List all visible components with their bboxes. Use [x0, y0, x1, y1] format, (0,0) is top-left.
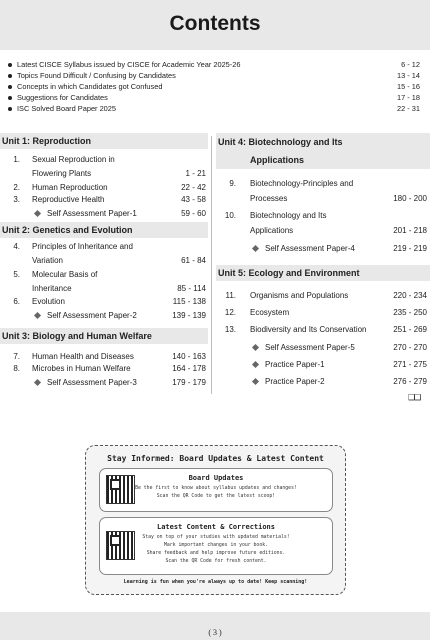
chapter-number: 1. — [13, 155, 20, 164]
chapter-title: Biodiversity and Its Conservation — [250, 325, 367, 334]
toc-entry-6[interactable] — [0, 294, 208, 309]
chapter-number: 12. — [224, 308, 236, 317]
bullet-icon — [8, 74, 12, 78]
chapter-pages: 251 - 269 — [393, 325, 427, 334]
unit-2-heading: Unit 2: Genetics and Evolution — [0, 222, 208, 238]
self-assessment-pages: 219 - 219 — [393, 244, 427, 253]
diamond-bullet-icon — [252, 245, 259, 252]
intro-item[interactable] — [0, 60, 430, 71]
chapter-title: Human Health and Diseases — [32, 352, 134, 361]
chapter-title: Microbes in Human Welfare — [32, 364, 131, 373]
chapter-title-cont: Applications — [250, 226, 294, 235]
practice-paper-pages: 276 - 279 — [393, 377, 427, 386]
toc-entry-9[interactable] — [216, 176, 430, 206]
intro-item[interactable] — [0, 71, 430, 82]
chapter-pages: 85 - 114 — [177, 284, 206, 293]
latest-content-line: Stay on top of your studies with updated materials! — [142, 535, 290, 540]
intro-item-label: Topics Found Difficult / Confusing by Candidates — [17, 71, 176, 80]
chapter-number: 13. — [224, 325, 236, 334]
board-updates-card — [99, 468, 333, 512]
self-assessment-label: Self Assessment Paper-1 — [47, 209, 137, 218]
chapter-title: Molecular Basis of — [32, 270, 98, 279]
unit-3-heading: Unit 3: Biology and Human Welfare — [0, 328, 208, 344]
chapter-title: Principles of Inheritance and — [32, 242, 133, 251]
latest-content-line: Scan the QR Code for fresh content. — [165, 559, 267, 564]
chapter-pages: 43 - 58 — [181, 195, 206, 204]
board-updates-heading: Board Updates — [188, 474, 244, 482]
intro-item-label: Suggestions for Candidates — [17, 93, 108, 102]
bullet-icon — [8, 85, 12, 89]
chapter-number: 7. — [13, 352, 20, 361]
practice-paper-1[interactable] — [216, 357, 430, 372]
intro-item-label: Latest CISCE Syllabus issued by CISCE for Academic Year 2025-26 — [17, 60, 241, 69]
chapter-title-cont: Inheritance — [32, 284, 72, 293]
chapter-title: Ecosystem — [250, 308, 290, 317]
board-updates-line: Scan the QR Code to get the latest scoop! — [156, 494, 276, 499]
chapter-number: 2. — [13, 183, 20, 192]
unit-5-heading: Unit 5: Ecology and Environment — [216, 265, 430, 281]
toc-entry-13[interactable] — [216, 322, 430, 337]
chapter-title: Biotechnology and Its — [250, 211, 327, 220]
toc-entry-12[interactable] — [216, 305, 430, 320]
latest-content-heading: Latest Content & Corrections — [156, 523, 275, 531]
practice-paper-label: Practice Paper-1 — [265, 360, 325, 369]
self-assessment-4[interactable] — [216, 241, 430, 256]
toc-entry-8[interactable] — [0, 361, 208, 376]
intro-item[interactable] — [0, 93, 430, 104]
self-assessment-label: Self Assessment Paper-4 — [265, 244, 355, 253]
diamond-bullet-icon — [34, 210, 41, 217]
intro-item-pages: 6 - 12 — [401, 60, 420, 69]
toc-entry-11[interactable] — [216, 288, 430, 303]
stay-informed-title: Stay Informed: Board Updates & Latest Content — [107, 454, 324, 463]
diamond-bullet-icon — [252, 344, 259, 351]
intro-item-pages: 13 - 14 — [396, 71, 420, 80]
board-updates-line: Be the first to know about syllabus updates and changes! — [135, 486, 297, 491]
chapter-pages: 201 - 218 — [393, 226, 427, 235]
bullet-icon — [8, 107, 12, 111]
self-assessment-label: Self Assessment Paper-2 — [47, 311, 137, 320]
intro-item-pages: 15 - 16 — [396, 82, 420, 91]
intro-item-pages: 22 - 31 — [396, 104, 420, 113]
end-mark: ❑❑ — [408, 393, 421, 402]
intro-item-label: ISC Solved Board Paper 2025 — [17, 104, 117, 113]
diamond-bullet-icon — [252, 378, 259, 385]
chapter-pages: 115 - 138 — [172, 297, 206, 306]
practice-paper-pages: 271 - 275 — [393, 360, 427, 369]
chapter-title: Sexual Reproduction in — [32, 155, 115, 164]
unit-1-heading: Unit 1: Reproduction — [0, 133, 208, 149]
intro-item[interactable] — [0, 82, 430, 93]
chapter-title: Human Reproduction — [32, 183, 108, 192]
toc-entry-10[interactable] — [216, 208, 430, 238]
page-number: ( 3 ) — [208, 628, 222, 637]
intro-item[interactable] — [0, 104, 430, 115]
column-divider — [211, 136, 212, 394]
chapter-title-cont: Variation — [32, 256, 63, 265]
chapter-number: 3. — [13, 195, 20, 204]
chapter-pages: 22 - 42 — [181, 183, 206, 192]
toc-entry-4[interactable] — [0, 239, 208, 269]
practice-paper-2[interactable] — [216, 374, 430, 389]
self-assessment-1[interactable] — [0, 206, 208, 221]
intro-list — [0, 60, 430, 115]
practice-paper-label: Practice Paper-2 — [265, 377, 325, 386]
diamond-bullet-icon — [252, 361, 259, 368]
chapter-pages: 220 - 234 — [393, 291, 427, 300]
stay-informed-box — [85, 445, 346, 595]
chapter-number: 6. — [13, 297, 20, 306]
chapter-title-cont: Processes — [250, 194, 288, 203]
intro-item-pages: 17 - 18 — [396, 93, 420, 102]
self-assessment-label: Self Assessment Paper-3 — [47, 378, 137, 387]
chapter-pages: 1 - 21 — [185, 169, 206, 178]
diamond-bullet-icon — [34, 312, 41, 319]
chapter-number: 4. — [13, 242, 20, 251]
diamond-bullet-icon — [34, 379, 41, 386]
chapter-pages: 180 - 200 — [393, 194, 427, 203]
chapter-number: 8. — [13, 364, 20, 373]
self-assessment-pages: 139 - 139 — [172, 311, 206, 320]
chapter-number: 9. — [229, 179, 236, 188]
latest-content-card — [99, 517, 333, 575]
self-assessment-5[interactable] — [216, 340, 430, 355]
bullet-icon — [8, 63, 12, 67]
chapter-number: 11. — [225, 291, 236, 300]
stay-informed-footer: Learning is fun when you're always up to date! Keep scanning! — [123, 579, 308, 585]
chapter-pages: 235 - 250 — [393, 308, 427, 317]
self-assessment-label: Self Assessment Paper-5 — [265, 343, 355, 352]
self-assessment-2[interactable] — [0, 308, 208, 323]
chapter-pages: 164 - 178 — [172, 364, 206, 373]
self-assessment-pages: 270 - 270 — [393, 343, 427, 352]
self-assessment-pages: 179 - 179 — [172, 378, 206, 387]
latest-content-line: Share feedback and help improve future editions. — [146, 551, 286, 556]
self-assessment-pages: 59 - 60 — [181, 209, 206, 218]
toc-entry-3[interactable] — [0, 192, 208, 207]
toc-entry-5[interactable] — [0, 267, 208, 297]
unit-4-heading: Unit 4: Biotechnology and Its Applications — [216, 133, 430, 169]
bullet-icon — [8, 96, 12, 100]
chapter-title: Organisms and Populations — [250, 291, 349, 300]
chapter-number: 5. — [13, 270, 20, 279]
self-assessment-3[interactable] — [0, 375, 208, 390]
intro-item-label: Concepts in which Candidates got Confused — [17, 82, 163, 91]
page-title: Contents — [169, 12, 261, 35]
chapter-pages: 61 - 84 — [181, 256, 206, 265]
chapter-title-cont: Flowering Plants — [32, 169, 92, 178]
chapter-title: Evolution — [32, 297, 65, 306]
chapter-pages: 140 - 163 — [172, 352, 206, 361]
chapter-title: Reproductive Health — [32, 195, 105, 204]
chapter-number: 10. — [224, 211, 236, 220]
chapter-title: Biotechnology-Principles and — [250, 179, 354, 188]
latest-content-line: Mark important changes in your book. — [164, 543, 268, 548]
toc-entry-1[interactable] — [0, 152, 208, 182]
